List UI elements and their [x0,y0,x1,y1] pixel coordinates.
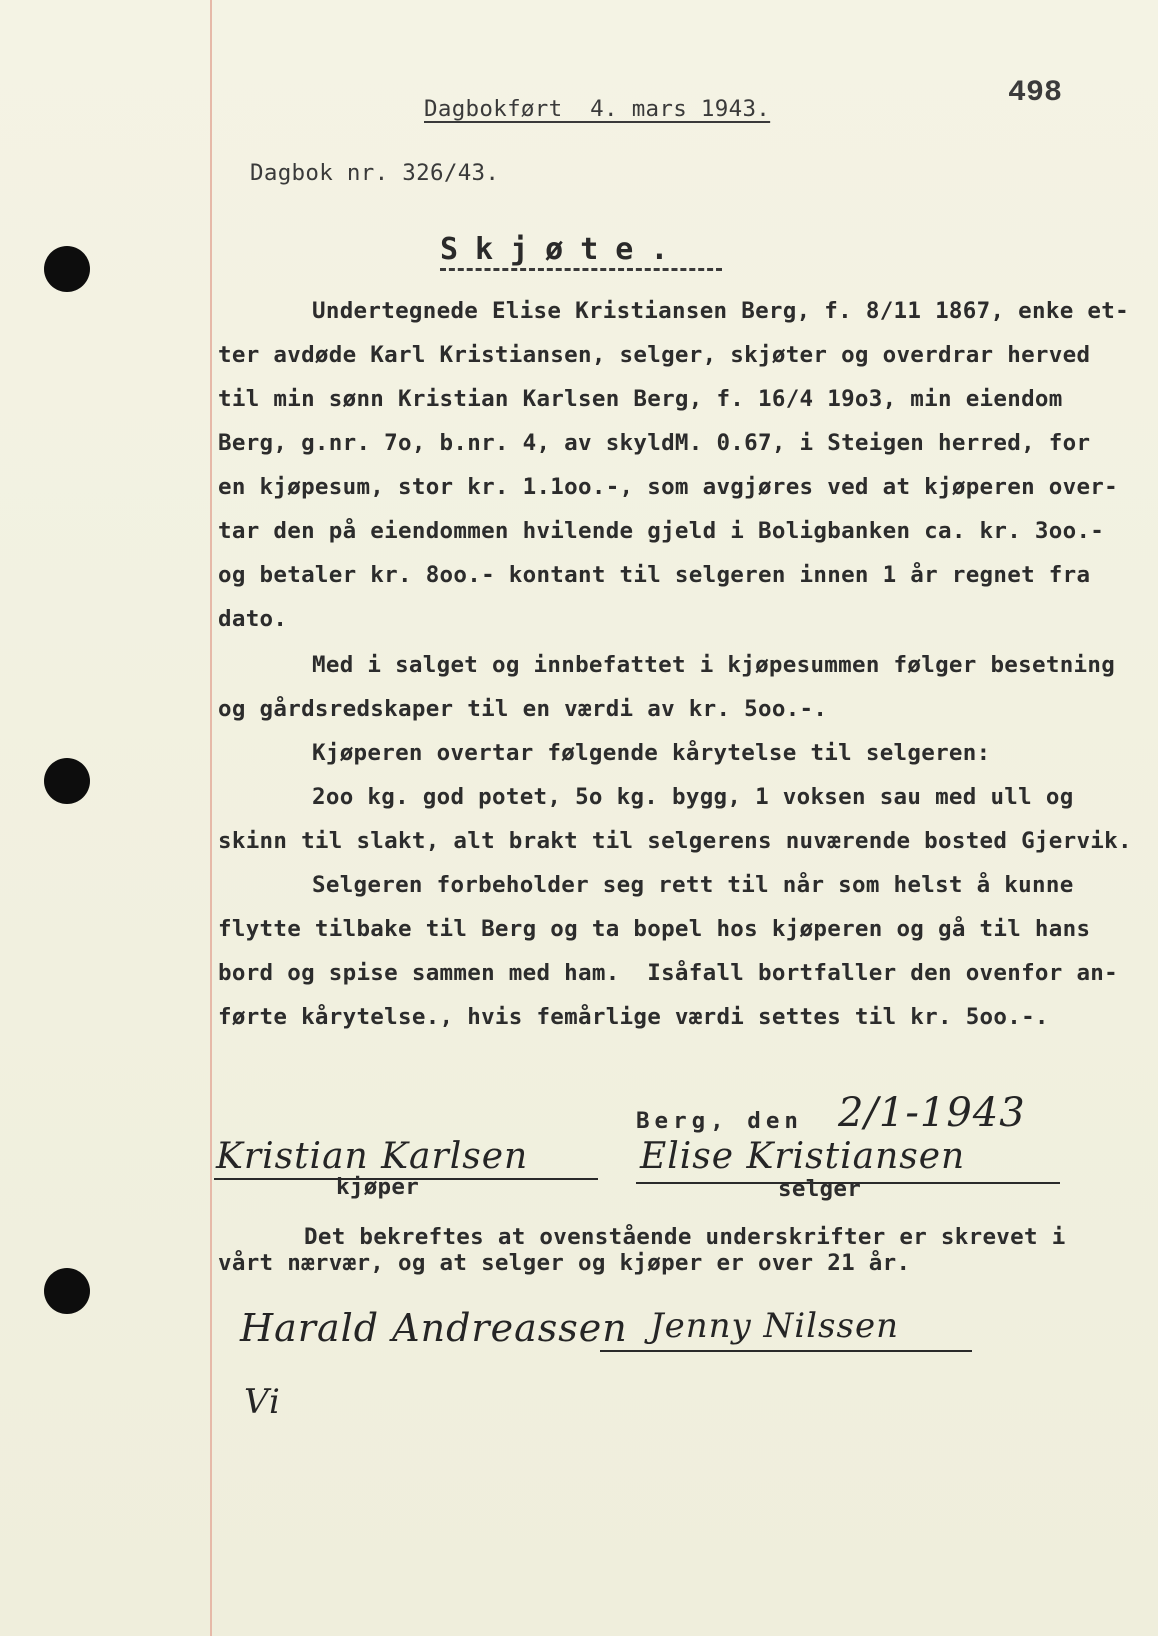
buyer-signature: Kristian Karlsen [216,1136,529,1177]
body-line: flytte tilbake til Berg og ta bopel hos kjøperen og gå til hans [218,916,1091,942]
witness-1-signature: Harald Andreassen [240,1306,628,1350]
document-title: Skjøte. [440,232,686,267]
body-line: en kjøpesum, stor kr. 1.1oo.-, som avgjøres ved at kjøperen over- [218,474,1118,500]
body-line: bord og spise sammen med ham. Isåfall bortfaller den ovenfor an- [218,960,1118,986]
registration-date: Dagbokført 4. mars 1943. [424,96,771,122]
buyer-role-label: kjøper [336,1174,420,1200]
punch-hole [44,758,90,804]
body-line: Undertegnede Elise Kristiansen Berg, f. 8/11 1867, enke et- [312,298,1129,324]
body-line: skinn til slakt, alt brakt til selgerens nuværende bosted Gjervik. [218,828,1132,854]
punch-hole [44,1268,90,1314]
witness-initials: Vi [244,1382,281,1422]
body-line: Selgeren forbeholder seg rett til når som helst å kunne [312,872,1074,898]
body-line: Med i salget og innbefattet i kjøpesummen følger besetning [312,652,1116,678]
margin-line [210,0,212,1636]
title-underline [440,268,722,271]
place-label: Berg, den [636,1108,803,1134]
body-line: førte kårytelse., hvis femårlige værdi settes til kr. 5oo.-. [218,1004,1049,1030]
seller-signature: Elise Kristiansen [640,1136,966,1177]
body-line: tar den på eiendommen hvilende gjeld i Boligbanken ca. kr. 3oo.- [218,518,1105,544]
body-line: ter avdøde Karl Kristiansen, selger, skjøter og overdrar herved [218,342,1091,368]
witness-signature-line [600,1350,972,1352]
attestation-line: vårt nærvær, og at selger og kjøper er over 21 år. [218,1250,911,1276]
body-line: til min sønn Kristian Karlsen Berg, f. 16/4 19o3, min eiendom [218,386,1063,412]
body-line: og betaler kr. 8oo.- kontant til selgeren innen 1 år regnet fra [218,562,1091,588]
body-line: Kjøperen overtar følgende kårytelse til selgeren: [312,740,991,766]
page-number: 498 [1008,76,1063,110]
body-line: Berg, g.nr. 7o, b.nr. 4, av skyldM. 0.67, i Steigen herred, for [218,430,1091,456]
body-line: og gårdsredskaper til en værdi av kr. 5oo.-. [218,696,828,722]
punch-hole [44,246,90,292]
signing-date: 2/1-1943 [838,1090,1026,1136]
body-line: 2oo kg. god potet, 5o kg. bygg, 1 voksen sau med ull og [312,784,1074,810]
attestation-line: Det bekreftes at ovenstående underskrifter er skrevet i [304,1224,1066,1250]
journal-number: Dagbok nr. 326/43. [250,160,500,186]
body-line: dato. [218,606,288,632]
seller-role-label: selger [778,1176,862,1202]
witness-2-signature: Jenny Nilssen [650,1306,899,1346]
